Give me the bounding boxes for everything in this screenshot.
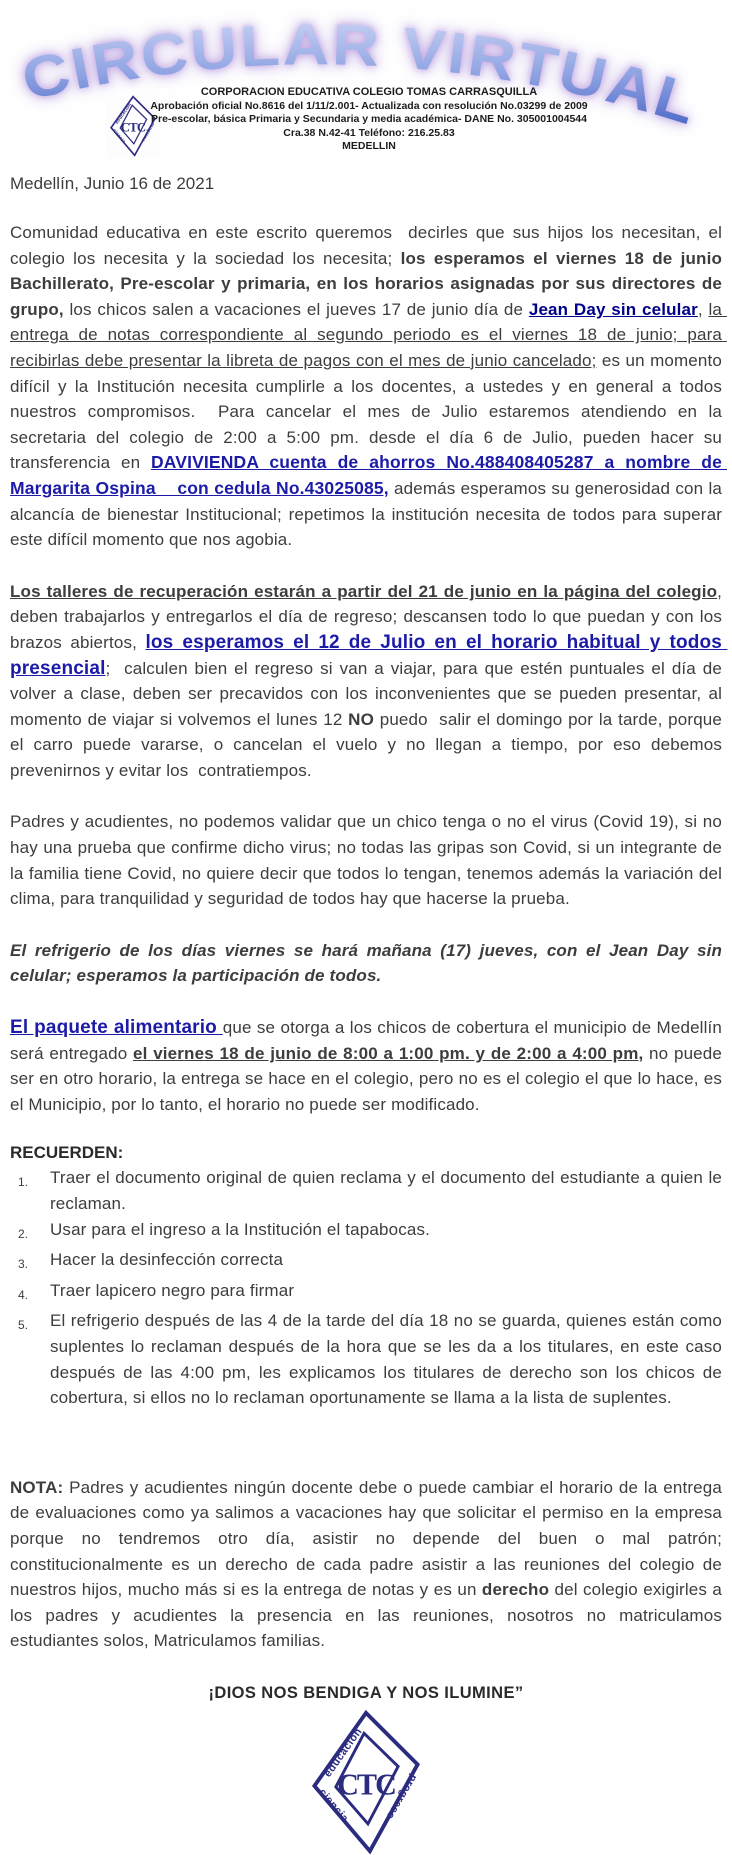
regreso-12-julio-highlight: los esperamos el 12 de Julio en el horario habitual y todos presencial xyxy=(10,631,728,679)
text-segment: del colegio exigirles a los padres y acudientes la presencia en las reuniones, nosotros no matriculamos estudiantes solos, Matriculamos familias. xyxy=(10,1580,727,1651)
list-item xyxy=(10,1217,722,1248)
org-name: CORPORACION EDUCATIVA COLEGIO TOMAS CARRASQUILLA xyxy=(200,86,538,98)
paragraph-paquete xyxy=(10,1015,727,1117)
date-line: Medellín, Junio 16 de 2021 xyxy=(10,174,215,193)
no-emphasis: NO xyxy=(348,709,374,729)
text-segment: puedo salir el domingo por la tarde, porque el carro puede vararse, o cancelan el vuelo y no llegan a tiempo, por eso debemos prevenirnos y evitar los contratiempos. xyxy=(10,709,727,780)
school-info-block xyxy=(130,86,608,154)
text-segment: además esperamos su generosidad con la alcancía de bienestar Institucional; repetimos la institución necesita de todos para superar este difícil momento que nos agobia. xyxy=(10,478,727,550)
text-segment: , xyxy=(697,299,709,319)
levels-dane-line: Pre-escolar, básica Primaria y Secundaria y media académica- DANE No. 305001004544 xyxy=(150,113,587,125)
entrega-horario-highlight: el viernes 18 de junio de 8:00 a 1:00 pm. y de 2:00 a 4:00 pm, xyxy=(133,1043,644,1063)
underlined-notes-segment: la entrega de notas correspondiente al segundo periodo es el viernes 18 de junio; para recibirlas debe presentar la libreta de pagos con el mes de junio cancelado; xyxy=(10,299,727,370)
list-item-number: 1. xyxy=(18,1175,29,1190)
paragraph-covid: Padres y acudientes, no podemos validar que un chico tenga o no el virus (Covid 19), si no hay una prueba que confirme dicho virus; no todas las gripas son Covid, si un integrante de la familia tiene Covid, no quiere decir que todos lo tengan, tenemos además la variación del clima, para tranquilidad y seguridad de todos hay que hacerse la prueba. xyxy=(10,812,727,909)
text-segment: Comunidad educativa en este escrito queremos decirles que sus hijos los necesitan, el colegio los necesita y la sociedad los necesita; xyxy=(10,223,727,268)
school-crest-logo-large xyxy=(10,1709,722,1855)
paquete-alimentario-highlight: El paquete alimentario xyxy=(10,1017,223,1039)
closing-blessing: ¡DIOS NOS BENDIGA Y NOS ILUMINE” xyxy=(208,1683,524,1702)
list-item-text: Hacer la desinfección correcta xyxy=(50,1250,284,1270)
list-item-number: 5. xyxy=(18,1318,29,1333)
crest-icon xyxy=(307,1709,425,1855)
text-segment: es un momento difícil y la Institución necesita cumplirle a los docentes, a ustedes y en general a todos nuestros compromisos. Para cancelar el mes de Julio estaremos atendiendo en la secretaria del colegio de 2:00 a 5:00 pm. desde el día 6 de Julio, pueden hacer su transferencia en xyxy=(10,350,727,473)
bold-return-date-segment: los esperamos el viernes 18 de junio Bachillerato, Pre-escolar y primaria, en los horarios asignadas por sus directores de grupo, xyxy=(10,248,727,319)
text-segment: que se otorga a los chicos de cobertura el municipio de Medellín será entregado xyxy=(10,1018,727,1063)
list-item-text: Traer el documento original de quien reclama y el documento del estudiante a quien le reclaman. xyxy=(50,1168,722,1213)
city-line: MEDELLIN xyxy=(342,140,396,152)
text-segment: , deben trabajarlos y entregarlos el día de regreso; descansen todo lo que puedan y con los brazos abiertos, xyxy=(10,581,727,652)
derecho-emphasis: derecho xyxy=(481,1580,550,1600)
text-segment: los chicos salen a vacaciones el jueves 17 de junio día de xyxy=(63,299,529,319)
list-item xyxy=(10,1165,722,1216)
jean-day-highlight: Jean Day sin celular xyxy=(528,299,698,319)
talleres-highlight: Los talleres de recuperación estarán a partir del 21 de junio en la página del colegio xyxy=(10,581,718,601)
list-item-text: Usar para el ingreso a la Institución el tapabocas. xyxy=(50,1219,430,1239)
page-title: CIRCULAR VIRTUAL xyxy=(16,12,702,137)
list-item-text: El refrigerio después de las 4 de la tarde del día 18 no se guarda, quienes están como suplentes lo reclaman después de la hora que se les da a los titulares, en este caso después de las 4:00 pm, les explicamos los titulares de derecho son los chicos de cobertura, si ellos no lo reclaman oportunamente se llama a la lista de suplentes. xyxy=(50,1311,722,1408)
list-item-number: 2. xyxy=(18,1226,29,1241)
list-item xyxy=(10,1308,722,1410)
nota-label: NOTA: xyxy=(10,1477,64,1497)
approval-line: Aprobación oficial No.8616 del 1/11/2.001- Actualizada con resolución No.03299 de 2009 xyxy=(150,99,588,112)
list-item xyxy=(10,1278,722,1309)
paragraph-talleres xyxy=(10,579,728,784)
paragraph-nota xyxy=(10,1475,727,1654)
recuerden-heading: RECUERDEN: xyxy=(10,1143,124,1163)
text-segment: no puede ser en otro horario, la entrega se hace en el colegio, pero no es el colegio el que lo hace, es el Municipio, por lo tanto, el horario no puede ser modificado. xyxy=(10,1043,727,1114)
text-segment: ; calculen bien el regreso si van a viajar, para que estén puntuales el día de volver a clase, deben ser precavidos con los inconvenientes que se pueden presentar, al momento de viajar si volvemos el lunes 12 xyxy=(10,658,727,729)
paragraph-refrigerio-italic: El refrigerio de los días viernes se hará mañana (17) jueves, con el Jean Day sin celular; esperamos la participación de todos. xyxy=(10,940,727,986)
list-item-text: Traer lapicero negro para firmar xyxy=(50,1280,295,1300)
letter-body xyxy=(0,174,732,1855)
recuerden-list xyxy=(10,1165,722,1410)
text-segment: Padres y acudientes ningún docente debe o puede cambiar el horario de la entrega de evaluaciones como ya salimos a vacaciones hay que solicitar el permiso en la empresa porque no tendremos otro día, asistir no depende del buen o mal patrón; constitucionalmente es un derecho de cada padre asistir a las reuniones del colegio de nuestros hijos, mucho más si es la entrega de notas y es un xyxy=(10,1477,727,1600)
letterhead xyxy=(0,0,732,158)
list-item-number: 3. xyxy=(18,1257,29,1272)
address-phone-line: Cra.38 N.42-41 Teléfono: 216.25.83 xyxy=(283,126,455,139)
list-item-number: 4. xyxy=(18,1287,29,1302)
paragraph-intro xyxy=(10,220,728,553)
davivienda-account-highlight: DAVIVIENDA cuenta de ahorros No.488408405287 a nombre de Margarita Ospina con cedula No.43025085, xyxy=(10,452,728,498)
list-item xyxy=(10,1247,722,1278)
